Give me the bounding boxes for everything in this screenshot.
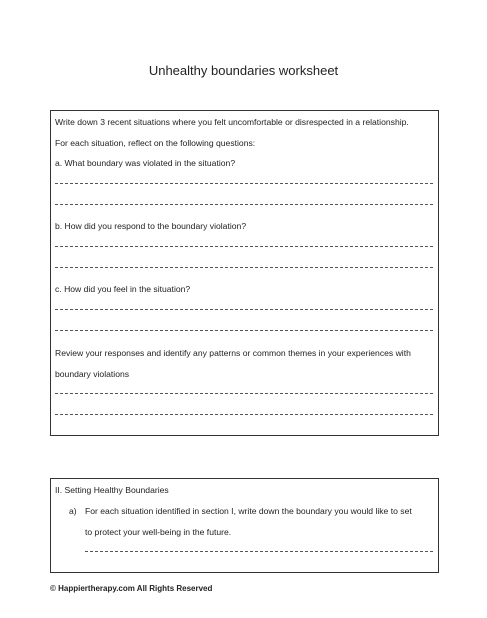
answer-line[interactable]: [55, 246, 433, 247]
section-two-heading: II. Setting Healthy Boundaries: [55, 485, 169, 495]
review-text-line2: boundary violations: [55, 369, 130, 379]
answer-line[interactable]: [85, 551, 433, 552]
answer-line[interactable]: [55, 309, 433, 310]
item-marker: a): [69, 506, 77, 516]
answer-line[interactable]: [55, 330, 433, 331]
worksheet-title: Unhealthy boundaries worksheet: [148, 63, 339, 78]
answer-line[interactable]: [55, 183, 433, 184]
section-two-box: [50, 478, 439, 573]
section-one-box: [50, 110, 439, 436]
question-a: a. What boundary was violated in the situation?: [55, 158, 236, 168]
copyright-footer: © Happiertherapy.com All Rights Reserved: [50, 584, 213, 593]
item-text-line1: For each situation identified in section I, write down the boundary you would like to set: [85, 506, 412, 516]
item-text-line2: to protect your well-being in the future.: [85, 527, 232, 537]
instruction-text: For each situation, reflect on the following questions:: [55, 138, 256, 148]
answer-line[interactable]: [55, 204, 433, 205]
review-text-line1: Review your responses and identify any patterns or common themes in your experiences with: [55, 348, 411, 358]
question-c: c. How did you feel in the situation?: [55, 284, 191, 294]
answer-line[interactable]: [55, 414, 433, 415]
answer-line[interactable]: [55, 267, 433, 268]
intro-text: Write down 3 recent situations where you felt uncomfortable or disrespected in a relationship.: [55, 117, 409, 127]
answer-line[interactable]: [55, 393, 433, 394]
question-b: b. How did you respond to the boundary violation?: [55, 221, 247, 231]
